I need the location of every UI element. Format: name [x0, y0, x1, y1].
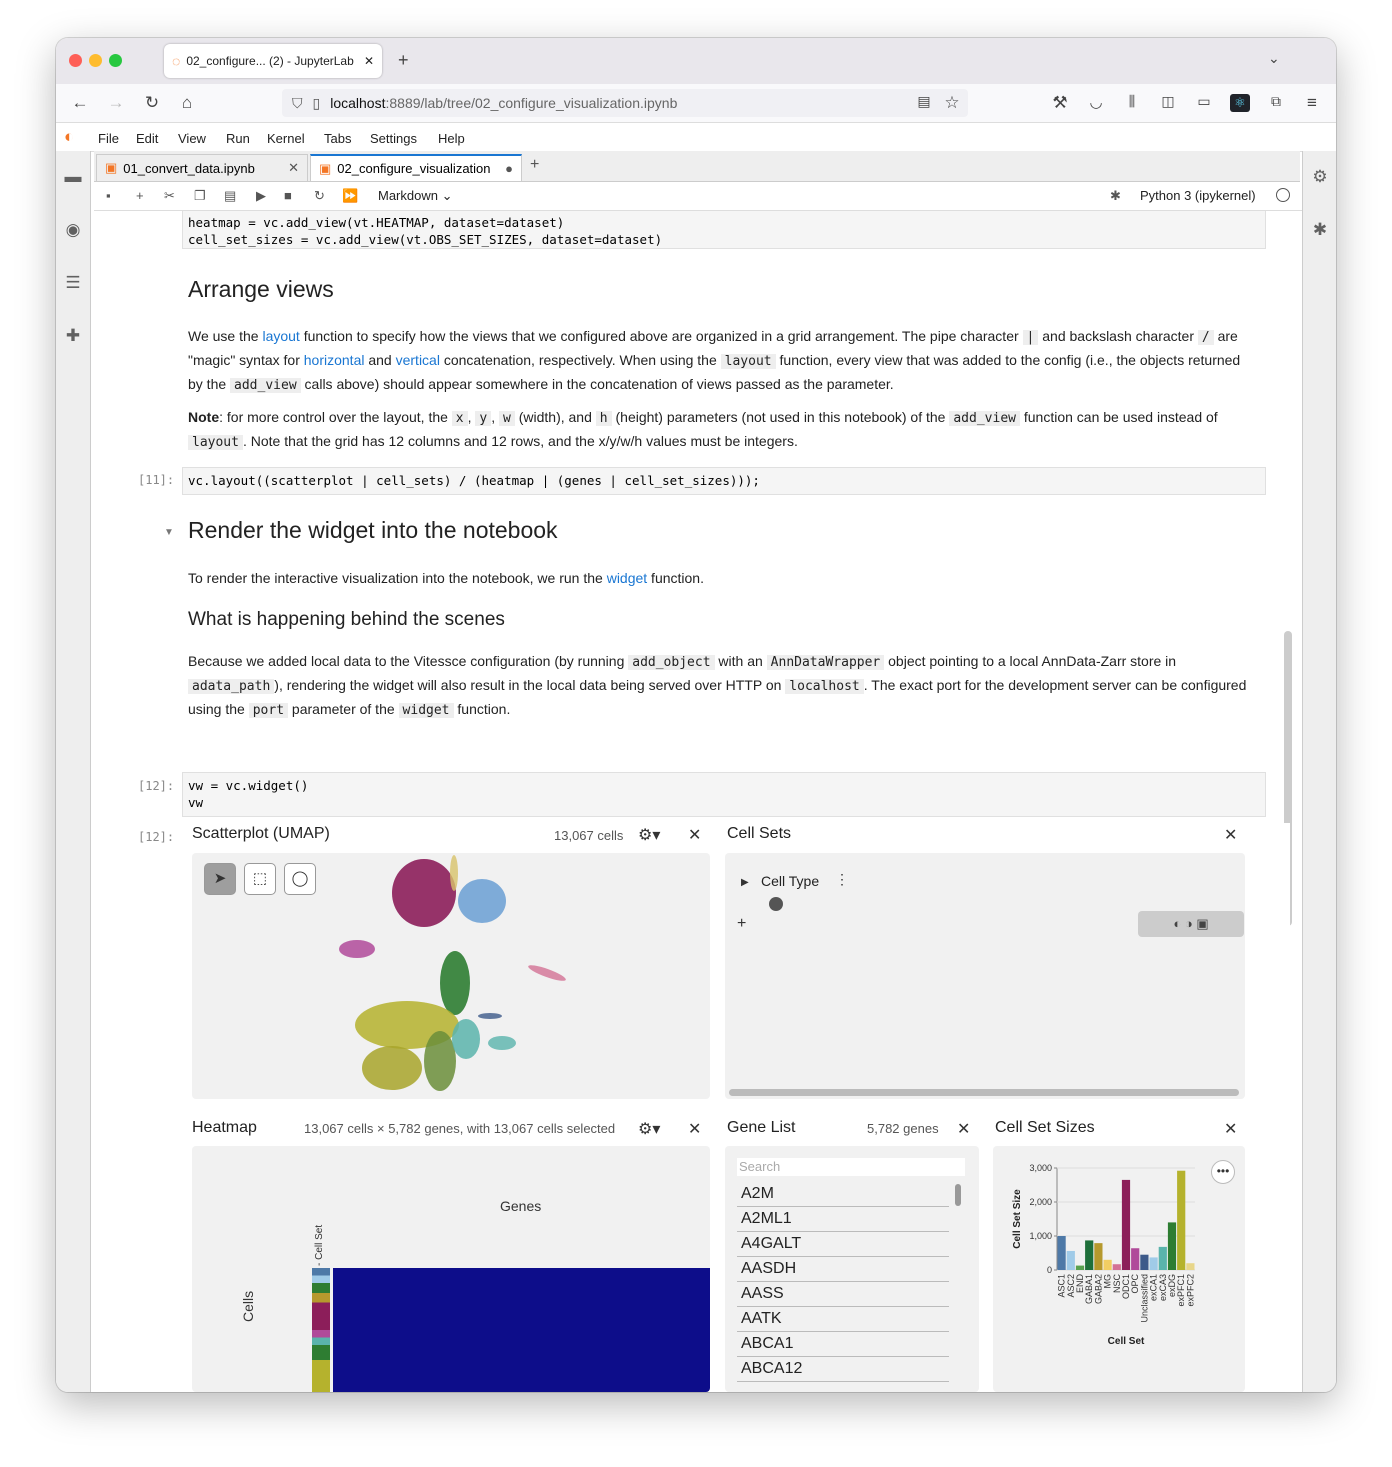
cellsetsizes-panel	[993, 1146, 1245, 1392]
notebook-panel	[94, 211, 1302, 1392]
library-icon[interactable]: ⫼	[1128, 93, 1136, 109]
gene-list	[737, 1182, 949, 1382]
zoom-window-button[interactable]	[109, 54, 122, 67]
arrange-views-heading: Arrange views	[188, 276, 334, 302]
umap-cluster	[478, 1013, 502, 1019]
gene-item[interactable]: ABCA12	[737, 1357, 949, 1382]
kernel-name[interactable]: Python 3 (ipykernel)	[1140, 188, 1256, 203]
close-window-button[interactable]	[69, 54, 82, 67]
genelist-panel	[725, 1146, 979, 1392]
y-axis-title: Cell Set Size	[1012, 1189, 1023, 1249]
x-axis-title: Cell Set	[1107, 1336, 1145, 1347]
cell-type-select[interactable]: Markdown ⌄	[378, 188, 453, 203]
new-launcher-button[interactable]: +	[530, 156, 540, 173]
cellsetsizes-close-icon[interactable]: ✕	[1224, 1121, 1238, 1138]
pocket-icon[interactable]: ◡	[1089, 94, 1103, 111]
cellset-color-track	[312, 1268, 330, 1392]
browser-tab[interactable]	[164, 44, 382, 78]
new-tab-button[interactable]: +	[398, 50, 409, 70]
cellsetsizes-title: Cell Set Sizes	[995, 1119, 1095, 1136]
x-tick-label: NSC	[1111, 1274, 1122, 1294]
y-tick-label: 1,000	[1029, 1231, 1052, 1241]
color-dot-icon[interactable]	[769, 897, 783, 911]
code-cell-add-views[interactable]	[182, 211, 1266, 249]
umap-cluster	[392, 859, 456, 927]
code-line: heatmap = vc.add_view(vt.HEATMAP, dataset=dataset)	[188, 215, 565, 230]
gene-item[interactable]: ABCA1	[737, 1332, 949, 1357]
scatterplot-close-icon[interactable]: ✕	[688, 827, 702, 844]
page-icon: ▯	[312, 94, 321, 111]
code-line: vc.layout((scatterplot | cell_sets) / (heatmap | (genes | cell_set_sizes)));	[188, 473, 760, 488]
code-line: cell_set_sizes = vc.add_view(vt.OBS_SET_SIZES, dataset=dataset)	[188, 232, 663, 247]
expand-caret-icon[interactable]: ▶	[741, 877, 749, 888]
heatmap-settings-gear-icon[interactable]: ⚙▾	[638, 1121, 661, 1138]
cut-icon[interactable]: ✂	[164, 188, 175, 203]
notebook-icon: ▣	[319, 160, 332, 176]
pan-tool-arrow-icon[interactable]: ➤	[204, 863, 236, 895]
close-tab-icon[interactable]: ✕	[363, 54, 374, 68]
menu-help[interactable]: Help	[438, 131, 465, 146]
bar	[1058, 1236, 1066, 1270]
y-tick-label: 0	[1046, 1265, 1052, 1275]
reload-icon[interactable]: ↻	[144, 93, 160, 112]
x-tick-label: Unclassified	[1139, 1274, 1150, 1323]
heatmap-panel[interactable]	[192, 1146, 710, 1392]
scatterplot-panel[interactable]	[192, 853, 710, 1099]
kernel-bug-icon[interactable]: ✱	[1110, 188, 1121, 203]
folder-icon[interactable]: ▬	[64, 167, 82, 186]
debugger-bug-icon[interactable]: ✱	[1312, 220, 1328, 239]
run-all-icon[interactable]: ⏩	[342, 188, 359, 203]
scatterplot-info: 13,067 cells	[554, 828, 624, 843]
navigation-bar	[56, 84, 1336, 123]
menu-settings[interactable]: Settings	[370, 131, 417, 146]
url-bar[interactable]	[282, 89, 968, 117]
notebook-toolbar	[94, 182, 1302, 211]
extensions-icon[interactable]: ⧉	[1271, 93, 1281, 109]
code-line: vw = vc.widget()	[188, 778, 309, 793]
gene-item[interactable]: AATK	[737, 1307, 949, 1332]
tab-label: 01_convert_data.ipynb	[123, 160, 255, 176]
menu-edit[interactable]: Edit	[136, 131, 159, 146]
notebook-icon: ▣	[105, 160, 118, 175]
menu-file[interactable]: File	[98, 131, 119, 146]
cell-prompt: [12]:	[138, 779, 175, 793]
x-tick-label: exPFC1	[1176, 1274, 1187, 1307]
menu-view[interactable]: View	[178, 131, 206, 146]
y-tick-label: 2,000	[1029, 1197, 1052, 1207]
url-text: localhost:8889/lab/tree/02_configure_visualization.ipynb	[330, 95, 678, 111]
cellsets-close-icon[interactable]: ✕	[1224, 827, 1238, 844]
vertical-link[interactable]: vertical	[395, 352, 440, 368]
umap-cluster	[440, 951, 470, 1015]
tab-label: 02_configure_visualization	[337, 161, 491, 176]
y-tick-label: 3,000	[1029, 1163, 1052, 1173]
bar	[1076, 1266, 1084, 1270]
bar	[1159, 1247, 1167, 1270]
heatmap-cells-label: Cells	[240, 1290, 256, 1322]
restart-icon[interactable]: ↻	[314, 188, 325, 203]
browser-window	[56, 38, 1336, 1392]
horizontal-link[interactable]: horizontal	[303, 352, 365, 368]
rectangle-select-icon[interactable]: ⬚	[244, 863, 276, 895]
x-tick-label: OPC	[1130, 1274, 1141, 1294]
code-cell-widget[interactable]	[182, 772, 1266, 817]
jupyter-favicon-icon: ◌	[172, 53, 181, 69]
run-icon[interactable]: ▶	[256, 188, 266, 203]
close-tab-icon[interactable]: ✕	[288, 160, 299, 175]
x-tick-label: exDG	[1167, 1274, 1177, 1298]
cellsets-panel	[725, 853, 1245, 1099]
layout-link[interactable]: layout	[262, 328, 300, 344]
bar	[1113, 1264, 1121, 1270]
cell-prompt: [11]:	[138, 473, 175, 487]
set-operations-icon[interactable]: ◐ ◑ ▣	[1138, 911, 1244, 937]
x-tick-label: MG	[1102, 1274, 1113, 1289]
react-devtools-icon[interactable]: ⚛	[1230, 94, 1250, 112]
tab-02-configure-visualization[interactable]	[310, 154, 522, 181]
vitessce-widget	[190, 823, 1290, 1392]
extensions-puzzle-icon[interactable]: ✚	[65, 326, 81, 345]
x-tick-label: GABA2	[1093, 1274, 1104, 1305]
unsaved-dot-icon[interactable]: ●	[505, 161, 513, 176]
x-tick-label: exPFC2	[1185, 1274, 1196, 1307]
running-stop-icon[interactable]: ◉	[65, 220, 81, 239]
umap-cluster	[527, 962, 567, 983]
heatmap-matrix[interactable]	[333, 1268, 710, 1392]
render-paragraph: To render the interactive visualization into the notebook, we run the widget function.	[188, 570, 704, 586]
stop-icon[interactable]: ■	[284, 188, 292, 203]
bar	[1131, 1248, 1139, 1270]
home-icon[interactable]: ⌂	[181, 93, 193, 112]
x-tick-label: GABA1	[1084, 1274, 1095, 1305]
genelist-scrollbar[interactable]	[955, 1184, 961, 1206]
sidebar-icon[interactable]: ◫	[1161, 93, 1175, 109]
screenshot-icon[interactable]: ▭	[1197, 93, 1211, 109]
jupyter-logo-icon: ◐	[64, 127, 75, 146]
x-tick-label: END	[1075, 1274, 1085, 1294]
browser-tab-title: 02_configure... (2) - JupyterLab	[186, 54, 354, 68]
back-icon[interactable]: ←	[71, 93, 89, 112]
table-of-contents-icon[interactable]: ☰	[65, 273, 81, 292]
kernel-status-icon	[1276, 188, 1290, 202]
behind-scenes-heading: What is happening behind the scenes	[188, 609, 505, 630]
bar	[1067, 1251, 1075, 1270]
x-tick-label: ASC1	[1056, 1274, 1067, 1298]
code-line: vw	[188, 795, 204, 810]
collapse-caret-icon[interactable]: ▼	[164, 527, 174, 538]
umap-cluster	[450, 855, 458, 891]
cell-set-sizes-chart	[993, 1146, 1245, 1392]
umap-cluster	[424, 1031, 456, 1091]
gene-item[interactable]: AASS	[737, 1282, 949, 1307]
note-paragraph: Note: for more control over the layout, the x , y , w (width), and h (height) parameters (not used in this notebook) of the add_view function can be used instead of layout . Note that the grid has 12 columns and 12 rows, and the x/y/w/h values must be integers.	[188, 409, 1218, 450]
x-tick-label: exCA1	[1148, 1274, 1159, 1302]
heatmap-cellset-label: - Cell Set	[314, 1224, 325, 1266]
bar	[1140, 1255, 1148, 1270]
tab-01-convert-data[interactable]	[96, 154, 308, 181]
jupyter-menu-bar	[56, 123, 1336, 152]
gene-search-input[interactable]: Search	[737, 1158, 965, 1176]
gene-item[interactable]: A2ML1	[737, 1207, 949, 1232]
gene-item[interactable]: AASDH	[737, 1257, 949, 1282]
heatmap-info: 13,067 cells × 5,782 genes, with 13,067 cells selected	[304, 1121, 616, 1136]
tab-list-chevron-icon[interactable]: ⌄	[1268, 50, 1280, 66]
umap-cluster	[362, 1046, 422, 1090]
bookmark-star-icon[interactable]: ☆	[944, 93, 960, 112]
gene-item[interactable]: A2M	[737, 1182, 949, 1207]
bar	[1186, 1263, 1194, 1270]
scatterplot-settings-gear-icon[interactable]: ⚙▾	[638, 827, 661, 844]
umap-cluster	[452, 1019, 480, 1059]
forward-icon[interactable]: →	[107, 93, 125, 112]
bar	[1104, 1260, 1112, 1270]
genelist-info: 5,782 genes	[867, 1121, 939, 1136]
minimize-window-button[interactable]	[89, 54, 102, 67]
cellset-item-label[interactable]: Cell Type	[761, 873, 820, 889]
umap-embedding-plot	[192, 853, 710, 1099]
paste-icon[interactable]: ▤	[224, 188, 237, 203]
output-prompt: [12]:	[138, 830, 175, 844]
umap-cluster	[488, 1036, 516, 1050]
lasso-select-icon[interactable]: ◯	[284, 863, 316, 895]
wrench-icon[interactable]: ⚒	[1052, 93, 1068, 112]
arrange-paragraph: We use the layout function to specify how the views that we configured above are organized in a grid arrangement. The pipe character | and backslash character / are "magic" syntax for horizontal and vertical concatenation, respectively. When using the layout function, every view that was added to the config (i.e., the objects returned by the add_view calls above) should appear somewhere in the concatenation of views passed as the parameter.	[188, 328, 1241, 393]
reader-view-icon[interactable]: ▤	[917, 93, 931, 109]
x-tick-label: ODC1	[1121, 1274, 1131, 1300]
property-inspector-gear-icon[interactable]: ⚙	[1312, 167, 1328, 186]
behind-scenes-paragraph: Because we added local data to the Vitessce configuration (by running add_object with an AnnDataWrapper object pointing to a local AnnData-Zarr store in adata_path ), rendering the widget will also result in the local data being served over HTTP on localhost . The exact port for the development server can be configured using the port parameter of the widget function.	[188, 653, 1247, 718]
copy-icon[interactable]: ❐	[194, 188, 206, 203]
scatterplot-title: Scatterplot (UMAP)	[192, 825, 330, 842]
render-heading: Render the widget into the notebook	[188, 517, 558, 543]
right-sidebar	[1302, 151, 1336, 1392]
kebab-menu-icon[interactable]: ⋮	[835, 871, 849, 887]
menu-run[interactable]: Run	[226, 131, 250, 146]
bar	[1168, 1222, 1176, 1270]
genelist-close-icon[interactable]: ✕	[957, 1121, 971, 1138]
left-sidebar	[56, 151, 91, 1392]
cellsets-title: Cell Sets	[727, 825, 792, 842]
widget-link[interactable]: widget	[606, 570, 648, 586]
bar	[1150, 1257, 1158, 1270]
heatmap-title: Heatmap	[192, 1119, 257, 1136]
heatmap-genes-label: Genes	[500, 1198, 542, 1214]
gene-item[interactable]: A4GALT	[737, 1232, 949, 1257]
menu-kernel[interactable]: Kernel	[267, 131, 305, 146]
umap-cluster	[458, 879, 506, 923]
title-bar	[56, 38, 1336, 84]
shield-icon[interactable]: ⛉	[292, 94, 303, 111]
heatmap-close-icon[interactable]: ✕	[688, 1121, 702, 1138]
menu-hamburger-icon[interactable]: ≡	[1307, 93, 1317, 112]
umap-cluster	[339, 940, 375, 958]
bar	[1085, 1240, 1093, 1270]
x-tick-label: exCA3	[1157, 1274, 1168, 1302]
cellsets-horizontal-scrollbar[interactable]	[729, 1089, 1239, 1096]
menu-tabs[interactable]: Tabs	[324, 131, 352, 146]
save-icon[interactable]: ▪	[106, 188, 111, 203]
x-tick-label: ASC2	[1065, 1274, 1076, 1298]
genelist-title: Gene List	[727, 1119, 796, 1136]
bar	[1177, 1171, 1185, 1270]
add-set-plus-icon[interactable]: +	[737, 915, 747, 932]
chart-more-options-icon[interactable]: •••	[1211, 1160, 1235, 1184]
code-cell-layout[interactable]	[182, 467, 1266, 495]
document-tab-bar	[94, 151, 1300, 182]
insert-cell-icon[interactable]: +	[136, 188, 144, 203]
bar	[1094, 1243, 1102, 1270]
bar	[1122, 1180, 1130, 1270]
